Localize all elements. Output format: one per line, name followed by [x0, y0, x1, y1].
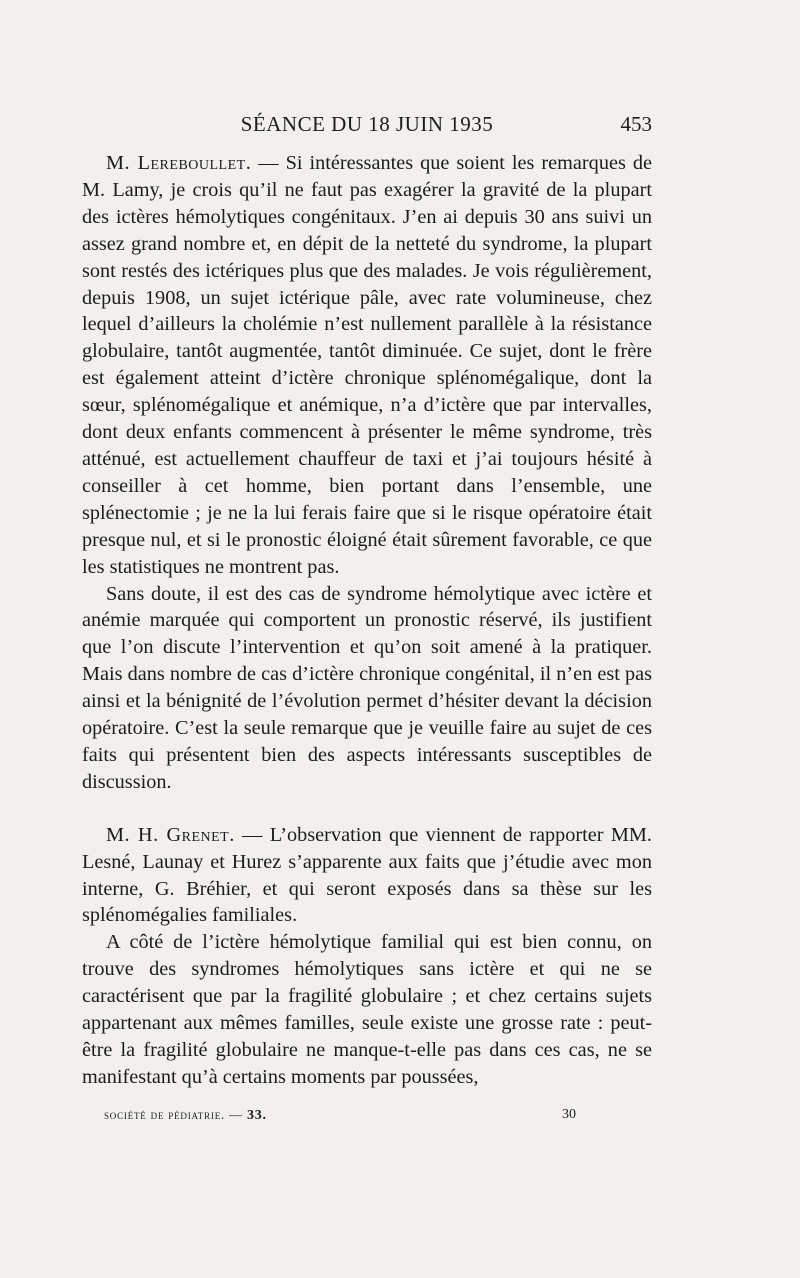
footer-dash: —: [225, 1107, 247, 1122]
sheet-number: 30: [562, 1107, 576, 1122]
paragraph-text: — L’observation que viennent de rapporter MM. Lesné, Launay et Hurez s’apparente aux faits que j’étudie avec mon interne, G. Bréhier, et qui seront exposés dans sa thèse sur les splénomégalies familiales.: [82, 823, 652, 927]
body-text: [82, 150, 652, 1091]
printer-signature: [104, 1107, 267, 1124]
running-head-month: JUIN: [396, 112, 444, 136]
running-head-title: [82, 112, 652, 137]
speaker-name: M. H. Grenet.: [106, 823, 235, 846]
page-number: 453: [620, 112, 652, 136]
speaker-name: M. Lereboullet.: [106, 152, 252, 174]
paragraph-text: — Si intéressantes que soient les remarques de M. Lamy, je crois qu’il ne faut pas exagérer la gravité de la plupart des ictères hémolytiques congénitaux. J’en ai depuis 30 ans suivi un assez grand nombre et, en dépit de la netteté du syndrome, la plupart sont restés des ictériques plus que des malades. Je vois régulièrement, depuis 1908, un sujet ictérique pâle, avec rate volumineuse, chez lequel d’ailleurs la cholémie n’est nullement parallèle à la résistance globulaire, tantôt augmentée, tantôt diminuée. Ce sujet, dont le frère est également atteint d’ictère chronique splénomégalique, dont la sœur, splénomégalique et anémique, n’a d’ictère que par intervalles, dont deux enfants commencent à présenter le même syndrome, très atténué, est actuellement chauffeur de taxi et j’ai toujours hésité à conseiller à cet homme, bien portant dans l’ensemble, une splénectomie ; je ne la lui ferais faire que si le risque opératoire était presque nul, et si le pronostic éloigné était sûrement favorable, ce que les statistiques ne montrent pas.: [82, 152, 652, 578]
paragraph-lereboullet: [82, 150, 652, 581]
running-head-prefix: SÉANCE DU: [240, 112, 363, 136]
running-head-day: 18: [368, 112, 391, 136]
paragraph-grenet-2: [82, 929, 652, 1090]
paragraph-grenet: [82, 822, 652, 930]
page-footer: [104, 1107, 584, 1129]
running-head-year: 1935: [449, 112, 494, 136]
paragraph-text: Sans doute, il est des cas de syndrome hémolytique avec ictère et anémie marquée qui comportent un pronostic réservé, ils justifient que l’on discute l’intervention et qu’on soit amené à la pratiquer. Mais dans nombre de cas d’ictère chronique congénital, il n’en est pas ainsi et la bénignité de l’évolution permet d’hésiter devant la décision opératoire. C’est la seule remarque que je veuille faire au sujet de ces faits qui présentent bien des aspects intéressants susceptibles de discussion.: [82, 582, 652, 793]
paragraph-text: A côté de l’ictère hémolytique familial qui est bien connu, on trouve des syndromes hémolytiques sans ictère et qui ne se caractérisent que par la fragilité globulaire ; et chez certains sujets appartenant aux mêmes familles, seule existe une grosse rate : peut-être la fragilité globulaire ne manque-t-elle pas dans ces cas, ne se manifestant qu’à certains moments par poussées,: [82, 931, 652, 1088]
running-head: [82, 112, 652, 142]
footer-society: société de pédiatrie.: [104, 1107, 226, 1122]
paragraph-lereboullet-2: [82, 581, 652, 796]
footer-volume: 33.: [246, 1108, 267, 1123]
